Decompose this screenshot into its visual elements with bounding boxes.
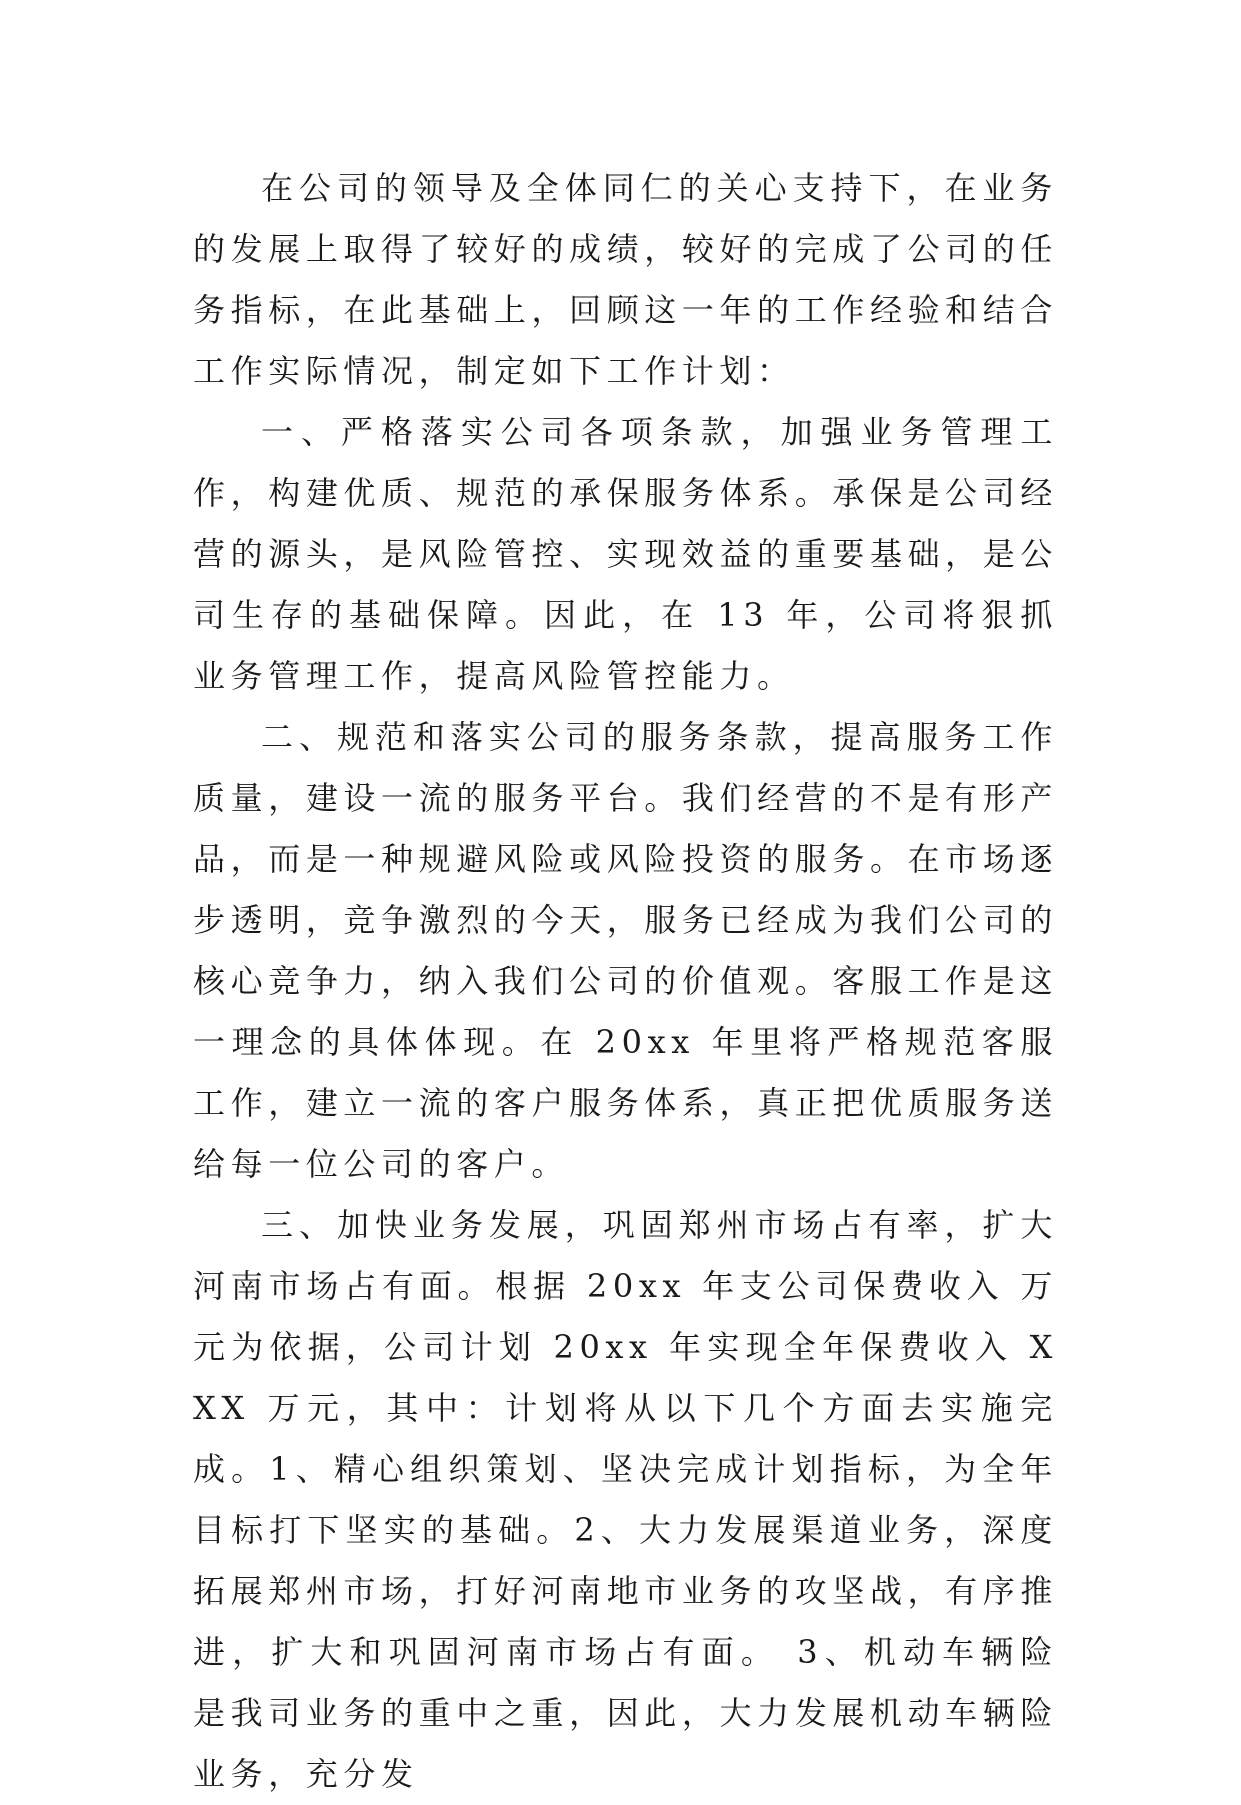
paragraph-section-3: 三、加快业务发展，巩固郑州市场占有率，扩大河南市场占有面。根据 20xx 年支公司保费收入 万元为依据，公司计划 20xx 年实现全年保费收入 XXX 万元，其中：计划将从以下几个方面去实施完成。1、精心组织策划、坚决完成计划指标，为全年目标打下坚实的基础。2、大力发展渠道业务，深度拓展郑州市场，打好河南地市业务的攻坚战，有序推进，扩大和巩固河南市场占有面。 3、机动车辆险是我司业务的重中之重，因此，大力发展机动车辆险业务，充分发 [193,1206,1058,1793]
paragraph-section-1: 一、严格落实公司各项条款，加强业务管理工作，构建优质、规范的承保服务体系。承保是公司经营的源头，是风险管控、实现效益的重要基础，是公司生存的基础保障。因此，在 13 年，公司将狠抓业务管理工作，提高风险管控能力。 [193,413,1058,695]
paragraph-section-2: 二、规范和落实公司的服务条款，提高服务工作质量，建设一流的服务平台。我们经营的不是有形产品，而是一种规避风险或风险投资的服务。在市场逐步透明，竞争激烈的今天，服务已经成为我们公司的核心竞争力，纳入我们公司的价值观。客服工作是这一理念的具体体现。在 20xx 年里将严格规范客服工作，建立一流的客户服务体系，真正把优质服务送给每一位公司的客户。 [193,718,1058,1183]
document-body [193,158,1058,1805]
paragraph-intro: 在公司的领导及全体同仁的关心支持下，在业务的发展上取得了较好的成绩，较好的完成了公司的任务指标，在此基础上，回顾这一年的工作经验和结合工作实际情况，制定如下工作计划： [193,169,1058,390]
